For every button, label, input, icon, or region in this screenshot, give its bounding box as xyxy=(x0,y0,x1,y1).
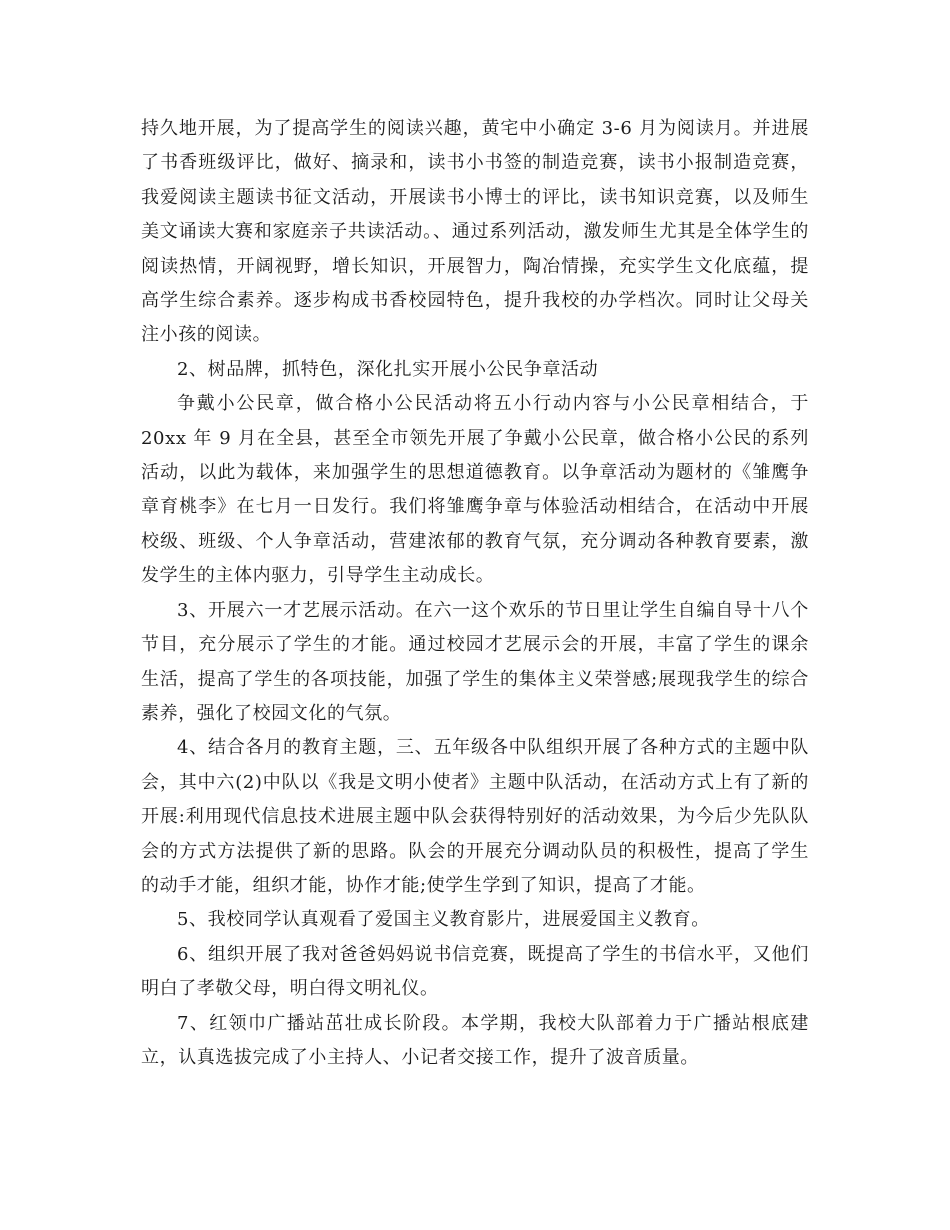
document-body xyxy=(141,112,809,1075)
paragraph-radio-station: 7、红领巾广播站茁壮成长阶段。本学期，我校大队部着力于广播站根底建立，认真选拔完成了小主持人、小记者交接工作，提升了波音质量。 xyxy=(141,1012,809,1068)
paragraph-theme-meeting: 4、结合各月的教育主题，三、五年级各中队组织开展了各种方式的主题中队会，其中六(2)中队以《我是文明小使者》主题中队活动，在活动方式上有了新的开展:利用现代信息技术进展主题中队会获得特别好的活动效果，为今后少先队队会的方式方法提供了新的思路。队会的开展充分调动队员的积极性，提高了学生的动手才能，组织才能，协作才能;使学生学到了知识，提高了才能。 xyxy=(141,737,809,896)
paragraph-citizen-badge: 争戴小公民章，做合格小公民活动将五小行动内容与小公民章相结合，于20xx 年 9 月在全县，甚至全市领先开展了争戴小公民章，做合格小公民的系列活动，以此为载体，来加强学生的思想道德教育。以争章活动为题材的《雏鹰争章育桃李》在七月一日发行。我们将雏鹰争章与体验活动相结合，在活动中开展校级、班级、个人争章活动，营建浓郁的教育气氛，充分调动各种教育要素，激发学生的主体内驱力，引导学生主动成长。 xyxy=(141,393,809,587)
paragraph-talent-show: 3、开展六一才艺展示活动。在六一这个欢乐的节日里让学生自编自导十八个节目，充分展示了学生的才能。通过校园才艺展示会的开展，丰富了学生的课余生活，提高了学生的各项技能，加强了学生的集体主义荣誉感;展现我学生的综合素养，强化了校园文化的气氛。 xyxy=(141,599,809,724)
paragraph-letter-contest: 6、组织开展了我对爸爸妈妈说书信竞赛，既提高了学生的书信水平，又他们明白了孝敬父母，明白得文明礼仪。 xyxy=(141,943,809,1000)
heading-citizen-badge: 2、树品牌，抓特色，深化扎实开展小公民争章活动 xyxy=(177,358,599,380)
paragraph-patriotic-film: 5、我校同学认真观看了爱国主义教育影片，进展爱国主义教育。 xyxy=(177,909,710,931)
paragraph-reading-month: 持久地开展，为了提高学生的阅读兴趣，黄宅中小确定 3-6 月为阅读月。并进展了书香班级评比，做好、摘录和，读书小书签的制造竞赛，读书小报制造竞赛，我爱阅读主题读书征文活动，开展读书小博士的评比，读书知识竞赛，以及师生美文诵读大赛和家庭亲子共读活动。、通过系列活动，激发师生尤其是全体学生的阅读热情，开阔视野，增长知识，开展智力，陶冶情操，充实学生文化底蕴，提高学生综合素养。逐步构成书香校园特色，提升我校的办学档次。同时让父母关注小孩的阅读。 xyxy=(141,118,809,346)
